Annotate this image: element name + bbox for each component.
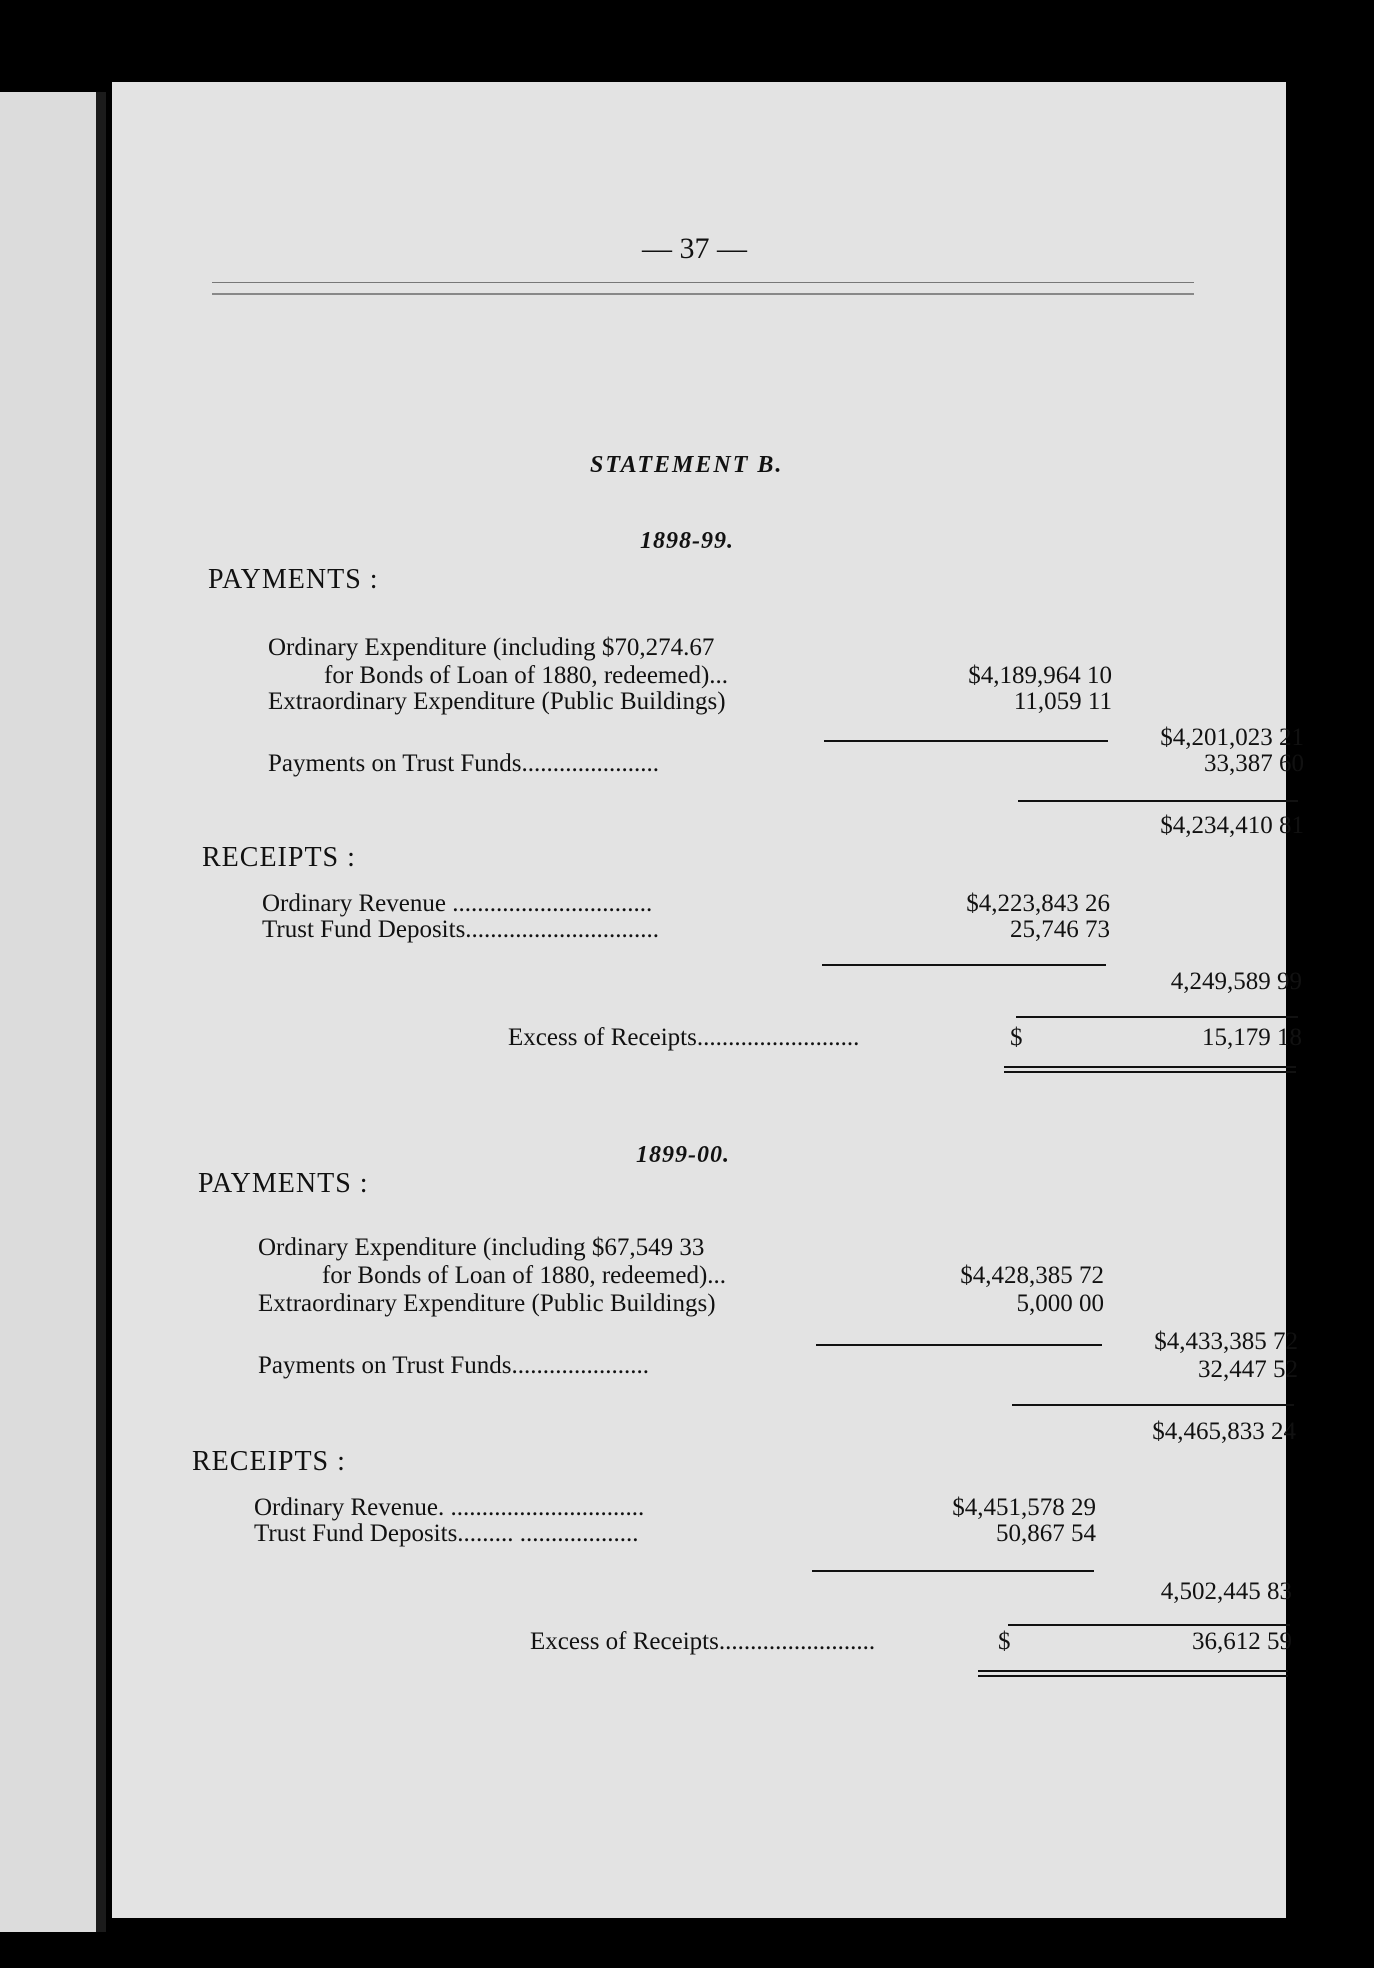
trust-deposits-amount: 25,746 73 bbox=[1010, 916, 1110, 943]
ordinary-revenue-label: Ordinary Revenue. ............................... bbox=[254, 1494, 645, 1521]
total-rule bbox=[1012, 1404, 1294, 1406]
payments-total: $4,234,410 81 bbox=[1160, 812, 1304, 839]
ordinary-expenditure-amount: $4,428,385 72 bbox=[960, 1262, 1104, 1289]
page-number: — 37 — bbox=[642, 232, 747, 265]
trust-payments-label: Payments on Trust Funds...................... bbox=[268, 750, 660, 777]
ordinary-revenue-amount: $4,451,578 29 bbox=[952, 1494, 1096, 1521]
receipts-rule bbox=[812, 1570, 1094, 1572]
receipts-heading: RECEIPTS : bbox=[202, 842, 356, 873]
extraordinary-expenditure-amount: 5,000 00 bbox=[1016, 1290, 1104, 1317]
extraordinary-expenditure-label: Extraordinary Expenditure (Public Buildings) bbox=[258, 1290, 716, 1317]
ordinary-revenue-label: Ordinary Revenue ................................ bbox=[262, 890, 653, 917]
trust-payments-amount: 33,387 60 bbox=[1204, 750, 1304, 777]
excess-rule bbox=[1008, 1624, 1290, 1626]
ordinary-revenue-amount: $4,223,843 26 bbox=[966, 890, 1110, 917]
extraordinary-expenditure-amount: 11,059 11 bbox=[1013, 688, 1112, 715]
ordinary-expenditure-label: Ordinary Expenditure (including $70,274.67 bbox=[268, 634, 715, 661]
trust-payments-amount: 32,447 52 bbox=[1198, 1356, 1298, 1383]
ordinary-expenditure-label-cont: for Bonds of Loan of 1880, redeemed)... bbox=[324, 662, 729, 689]
document-page bbox=[112, 82, 1304, 1918]
total-rule bbox=[1018, 800, 1298, 802]
excess-label: Excess of Receipts......................... bbox=[530, 1628, 876, 1655]
excess-amount: 15,179 18 bbox=[1202, 1024, 1302, 1051]
excess-currency: $ bbox=[998, 1628, 1011, 1655]
statement-title: STATEMENT B. bbox=[590, 452, 784, 478]
excess-label: Excess of Receipts.......................... bbox=[508, 1024, 860, 1051]
receipts-rule bbox=[822, 964, 1106, 966]
section-year: 1899-00. bbox=[636, 1142, 730, 1168]
payments-heading: PAYMENTS : bbox=[198, 1168, 369, 1199]
receipts-heading: RECEIPTS : bbox=[192, 1446, 346, 1477]
ordinary-expenditure-amount: $4,189,964 10 bbox=[968, 662, 1112, 689]
trust-deposits-amount: 50,867 54 bbox=[996, 1520, 1096, 1547]
trust-payments-label: Payments on Trust Funds...................... bbox=[258, 1352, 650, 1379]
section-year: 1898-99. bbox=[640, 528, 734, 554]
payments-heading: PAYMENTS : bbox=[208, 564, 379, 595]
trust-deposits-label: Trust Fund Deposits............................... bbox=[262, 916, 660, 943]
excess-currency: $ bbox=[1010, 1024, 1023, 1051]
ordinary-expenditure-label: Ordinary Expenditure (including $67,549 33 bbox=[258, 1234, 705, 1261]
excess-amount: 36,612 59 bbox=[1192, 1628, 1292, 1655]
trust-deposits-label: Trust Fund Deposits......... ................... bbox=[254, 1520, 639, 1547]
receipts-total: 4,249,589 99 bbox=[1170, 968, 1302, 995]
header-rule bbox=[212, 282, 1194, 295]
payments-total: $4,465,833 24 bbox=[1152, 1418, 1296, 1445]
expenditure-subtotal: $4,433,385 72 bbox=[1154, 1328, 1298, 1355]
adjacent-page-edge bbox=[0, 92, 106, 1932]
excess-rule bbox=[1016, 1016, 1298, 1018]
expenditure-subtotal: $4,201,023 21 bbox=[1160, 724, 1304, 751]
extraordinary-expenditure-label: Extraordinary Expenditure (Public Buildings) bbox=[268, 688, 726, 715]
receipts-total: 4,502,445 83 bbox=[1160, 1578, 1292, 1605]
double-underline bbox=[978, 1670, 1288, 1677]
ordinary-expenditure-label-cont: for Bonds of Loan of 1880, redeemed)... bbox=[322, 1262, 727, 1289]
double-underline bbox=[1004, 1066, 1296, 1073]
